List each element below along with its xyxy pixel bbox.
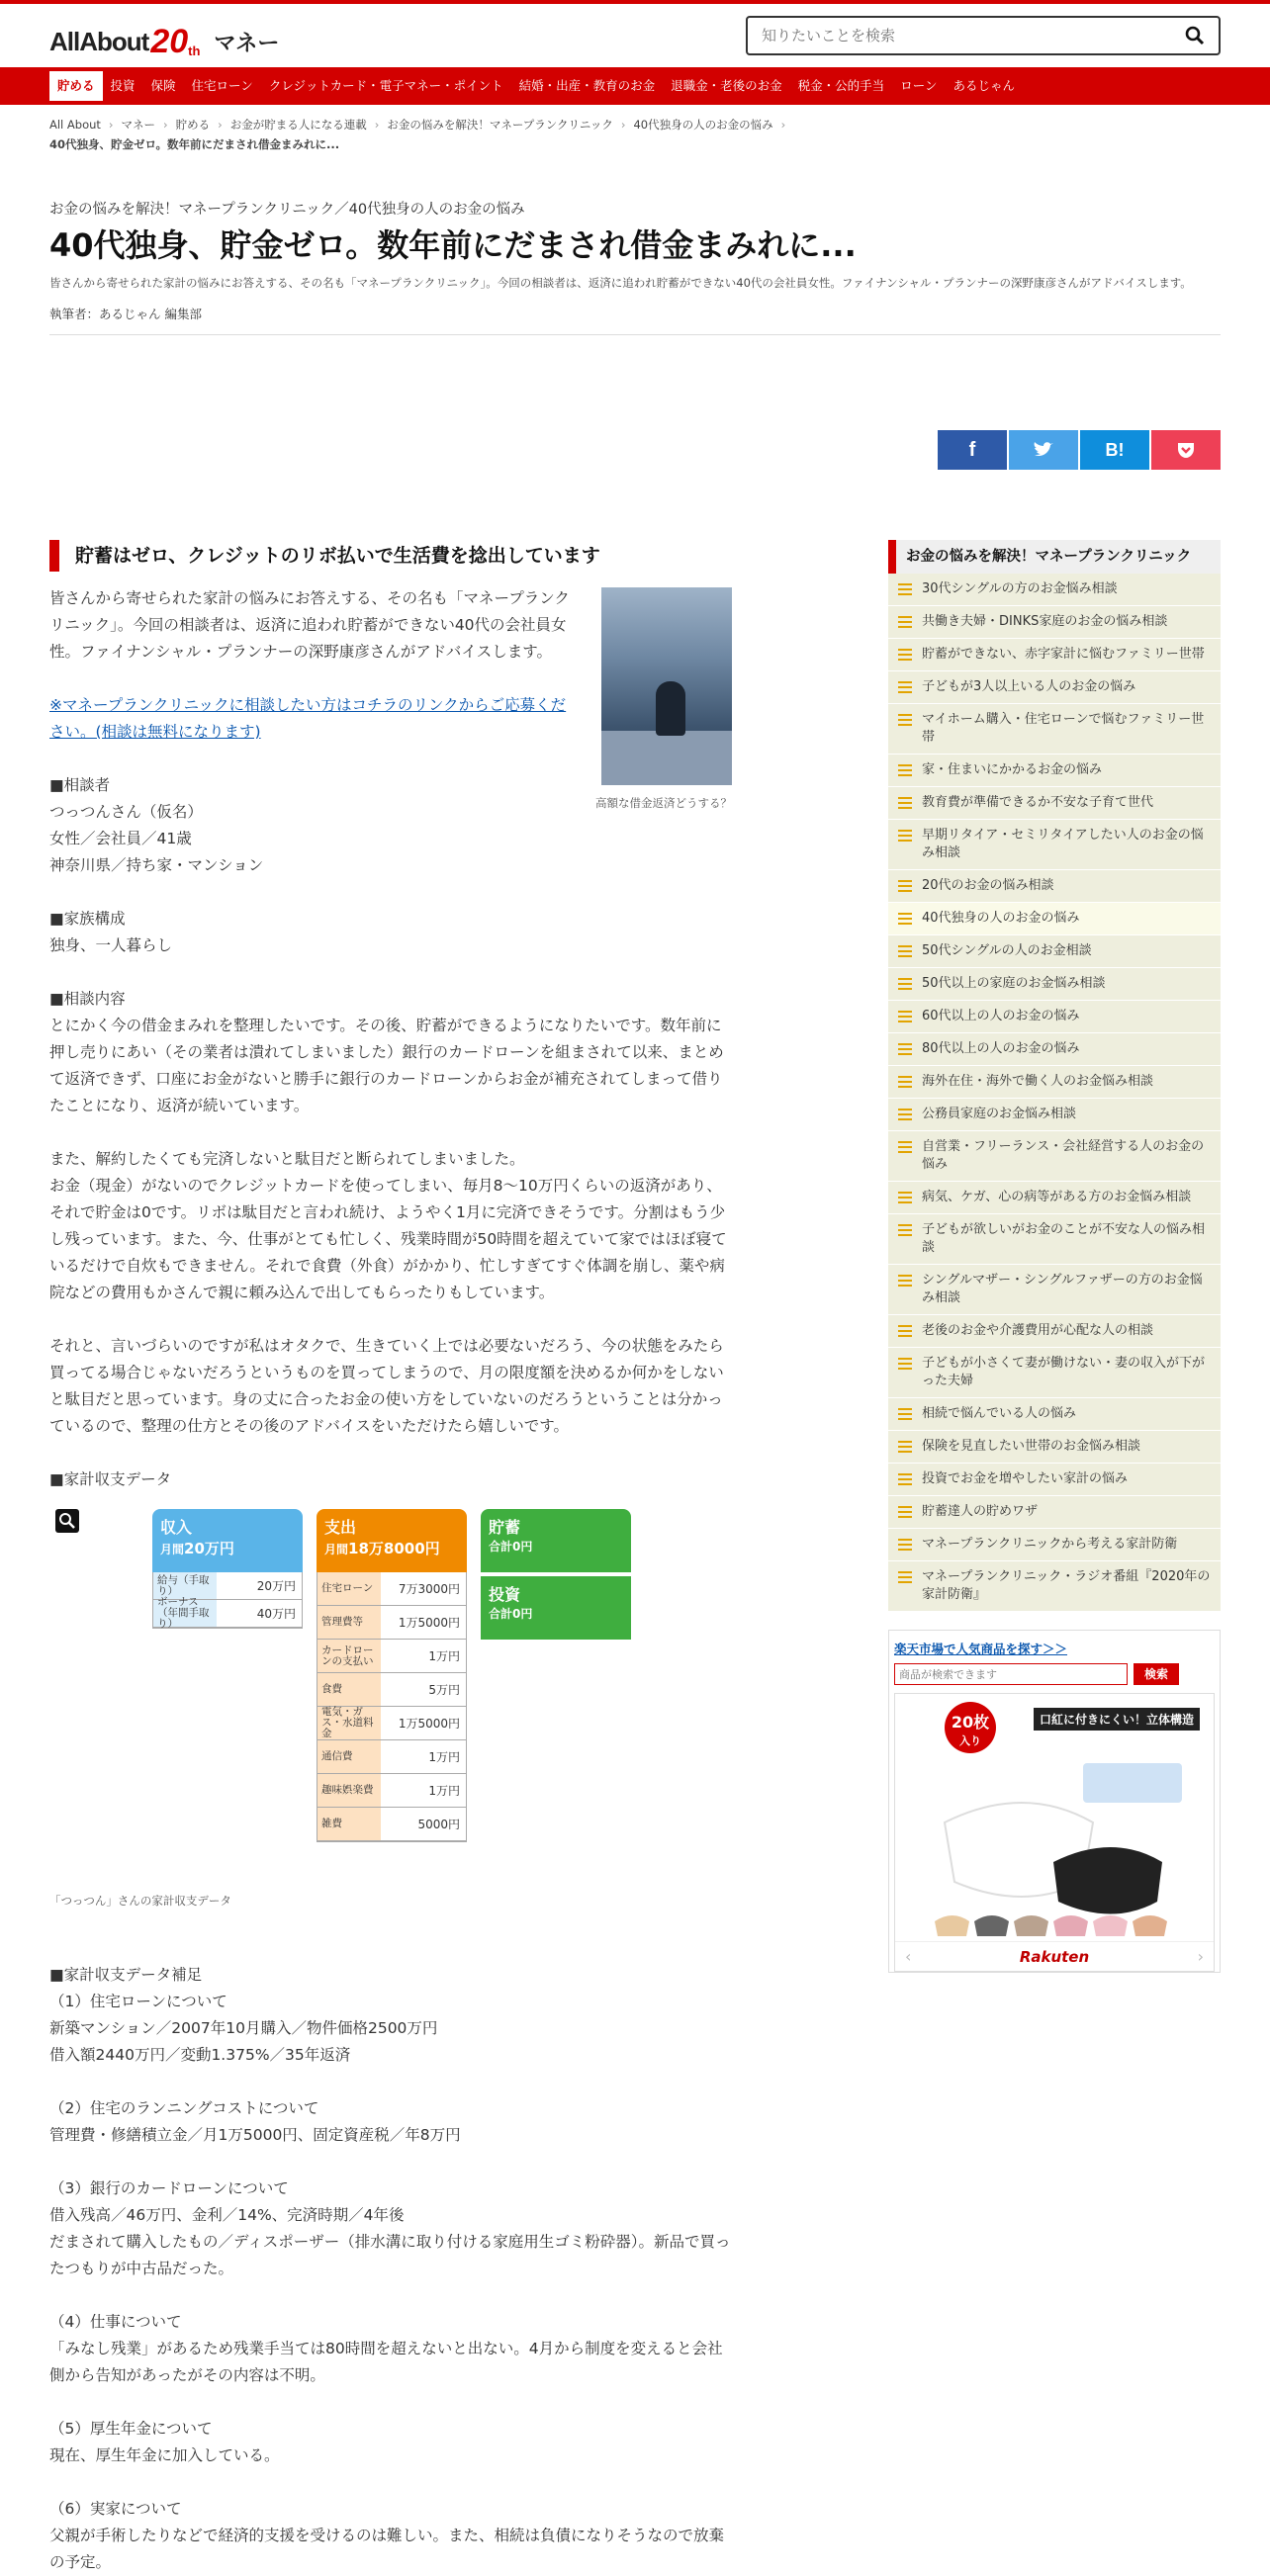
nav-item[interactable]: 保険	[150, 78, 176, 93]
site-search	[746, 16, 1221, 55]
list-bullet-icon	[898, 1506, 912, 1518]
article-photo-box	[584, 587, 732, 811]
sidebar-item-label: 共働き夫婦・DINKS家庭のお金の悩み相談	[922, 614, 1168, 629]
budget-row-value: 1万5000円	[381, 1606, 466, 1639]
sidebar-item-label: 病気、ケガ、心の病等がある方のお金悩み相談	[922, 1190, 1192, 1204]
budget-row	[318, 1774, 466, 1808]
sidebar	[888, 540, 1221, 1973]
global-nav	[0, 67, 1270, 105]
budget-row-value: 7万3000円	[381, 1572, 466, 1605]
sidebar-item-label: 30代シングルの方のお金悩み相談	[922, 581, 1118, 596]
budget-row-value: 1万円	[381, 1640, 466, 1672]
chevron-right-icon[interactable]: ›	[1197, 1947, 1204, 1966]
sidebar-item-label: マネープランクリニック・ラジオ番組『2020年の家計防衛』	[922, 1569, 1211, 1602]
consultant-detail: つっつんさん（仮名）	[49, 803, 203, 821]
site-logo[interactable]	[49, 22, 279, 61]
sidebar-list	[888, 574, 1221, 1612]
expense-title: 支出	[324, 1518, 357, 1537]
list-bullet-icon	[898, 1473, 912, 1485]
expense-column	[317, 1509, 467, 1842]
consultant-detail: 神奈川県／持ち家・マンション	[49, 856, 264, 874]
list-bullet-icon	[898, 1109, 912, 1120]
sidebar-item-label: 自営業・フリーランス・会社経営する人のお金の悩み	[922, 1139, 1205, 1172]
breadcrumb	[49, 105, 1221, 154]
sidebar-item-label: 50代以上の家庭のお金悩み相談	[922, 976, 1106, 991]
sidebar-item[interactable]	[888, 574, 1221, 606]
supplement-line: 借入残高／46万円、金利／14%、完済時期／4年後	[49, 2206, 405, 2224]
byline: 執筆者：あるじゃん 編集部	[49, 307, 202, 321]
list-bullet-icon	[898, 1441, 912, 1453]
rakuten-popular-link[interactable]: 楽天市場で人気商品を探す＞＞	[894, 1642, 1068, 1656]
search-input[interactable]	[748, 18, 1163, 53]
sidebar-item-label: 公務員家庭のお金悩み相談	[922, 1107, 1077, 1121]
breadcrumb-link[interactable]: マネー	[121, 118, 156, 132]
breadcrumb-separator: ›	[780, 118, 786, 132]
sidebar-item[interactable]	[888, 1348, 1221, 1398]
nav-item[interactable]: ローン	[900, 78, 938, 93]
ad-footer	[895, 1941, 1214, 1971]
list-bullet-icon	[898, 978, 912, 990]
savings-title: 貯蓄	[489, 1518, 521, 1537]
family-text: 独身、一人暮らし	[49, 936, 173, 954]
sidebar-item[interactable]	[888, 935, 1221, 968]
sidebar-item[interactable]	[888, 1398, 1221, 1431]
savings-column	[481, 1509, 631, 1640]
article-lead: 皆さんから寄せられた家計の悩みにお答えする、その名も「マネープランクリニック」。今回の相談者は、返済に追われ貯蓄ができない40代の会社員女性。ファイナンシャル・プランナーの深野康彦さんがアドバイスします。	[49, 276, 1192, 290]
list-bullet-icon	[898, 764, 912, 776]
sidebar-item-label: 40代独身の人のお金の悩み	[922, 911, 1080, 926]
sidebar-item[interactable]	[888, 1131, 1221, 1182]
sidebar-item[interactable]	[888, 755, 1221, 787]
sidebar-item[interactable]	[888, 1214, 1221, 1265]
supplement-line: 借入額2440万円／変動1.375%／35年返済	[49, 2046, 351, 2064]
list-bullet-icon	[898, 1011, 912, 1022]
sidebar-item[interactable]	[888, 1464, 1221, 1496]
budget-row	[318, 1640, 466, 1673]
sidebar-item-label: 保険を見直したい世帯のお金悩み相談	[922, 1439, 1141, 1454]
supplement-line: 新築マンション／2007年10月購入／物件価格2500万円	[49, 2019, 438, 2037]
budget-table	[49, 1509, 732, 1885]
sidebar-item-label: 60代以上の人のお金の悩み	[922, 1009, 1080, 1023]
section-name[interactable]: マネー	[214, 30, 280, 55]
sidebar-item[interactable]	[888, 787, 1221, 820]
consultant-detail: 女性／会社員／41歳	[49, 830, 192, 847]
invest-header	[481, 1576, 631, 1640]
sidebar-item-label: 貯蓄ができない、赤字家計に悩むファミリー世帯	[922, 647, 1205, 662]
pocket-icon	[1176, 441, 1196, 459]
budget-row-value: 20万円	[217, 1572, 302, 1599]
sidebar-item[interactable]	[888, 1099, 1221, 1131]
facebook-share-button[interactable]	[938, 430, 1007, 470]
supplement-line: 「みなし残業」があるため残業手当ては80時間を超えないと出ない。4月から制度を変えると会社側から告知があったがその内容は不明。	[49, 2340, 723, 2384]
nav-item[interactable]: 結婚・出産・教育のお金	[518, 78, 656, 93]
sidebar-item-label: 貯蓄達人の貯めワザ	[922, 1504, 1039, 1519]
sidebar-item[interactable]	[888, 639, 1221, 671]
sidebar-item[interactable]	[888, 1182, 1221, 1214]
rakuten-search-button[interactable]: 検索	[1134, 1663, 1179, 1685]
sidebar-item-label: 子どもが小さくて妻が働けない・妻の収入が下がった夫婦	[922, 1356, 1206, 1388]
sidebar-item-label: 80代以上の人のお金の悩み	[922, 1041, 1080, 1056]
breadcrumb-link[interactable]: 40代独身の人のお金の悩み	[633, 118, 773, 132]
budget-row-value: 1万円	[381, 1774, 466, 1807]
budget-row-label: 住宅ローン	[321, 1582, 374, 1594]
logo-th-mark: th	[188, 43, 201, 58]
list-bullet-icon	[898, 1408, 912, 1420]
breadcrumb-separator: ›	[218, 118, 223, 132]
hatena-icon: B!	[1105, 439, 1125, 460]
sidebar-item-label: 老後のお金や介護費用が心配な人の相談	[922, 1323, 1154, 1338]
logo-20-mark: 20	[150, 22, 189, 60]
sidebar-item[interactable]	[888, 1265, 1221, 1315]
photo-caption: 高額な借金返済どうする？	[595, 796, 732, 810]
invest-title: 投資	[489, 1585, 521, 1604]
breadcrumb-link[interactable]: 貯める	[175, 118, 211, 132]
list-bullet-icon	[898, 1275, 912, 1287]
budget-row	[318, 1606, 466, 1640]
sidebar-item-label: マネープランクリニックから考える家計防衛	[922, 1537, 1178, 1552]
list-bullet-icon	[898, 1358, 912, 1370]
breadcrumb-link[interactable]: All About	[49, 118, 101, 132]
supplement-line: 管理費・修繕積立金／月1万5000円、固定資産税／年8万円	[49, 2126, 461, 2144]
list-bullet-icon	[898, 1224, 912, 1236]
sidebar-item-label: 相続で悩んでいる人の悩み	[922, 1406, 1077, 1421]
sidebar-item-label: 教育費が準備できるか不安な子育て世代	[922, 795, 1154, 810]
nav-item[interactable]: 税金・公的手当	[797, 78, 885, 93]
supplement-line: 現在、厚生年金に加入している。	[49, 2446, 280, 2464]
list-bullet-icon	[898, 681, 912, 693]
sidebar-item-label: 子どもが欲しいがお金のことが不安な人の悩み相談	[922, 1222, 1206, 1255]
invest-total: 合計0円	[489, 1607, 533, 1621]
budget-row-label: 雑費	[321, 1818, 342, 1829]
expense-header	[317, 1509, 467, 1572]
list-bullet-icon	[898, 714, 912, 726]
budget-row-label: 食費	[321, 1683, 342, 1695]
sidebar-item[interactable]	[888, 1315, 1221, 1348]
pocket-save-button[interactable]	[1151, 430, 1221, 470]
sidebar-item[interactable]	[888, 820, 1221, 870]
budget-row-value: 40万円	[217, 1600, 302, 1627]
supplement-subheading: （1）住宅ローンについて	[49, 1993, 227, 2010]
rakuten-ad[interactable]	[894, 1693, 1215, 1972]
sidebar-item[interactable]	[888, 870, 1221, 903]
sidebar-item[interactable]	[888, 704, 1221, 755]
sidebar-item[interactable]	[888, 1431, 1221, 1464]
page-wrapper	[49, 105, 1221, 2571]
budget-row-label: 給与（手取り）	[157, 1573, 210, 1597]
twitter-share-button[interactable]	[1009, 430, 1078, 470]
supplement-subheading: （3）銀行のカードローンについて	[49, 2179, 289, 2197]
hatena-bookmark-button[interactable]	[1080, 430, 1149, 470]
budget-row-label: カードローンの支払い	[321, 1643, 374, 1667]
page-title: 40代独身、貯金ゼロ。数年前にだまされ借金まみれに...	[49, 226, 857, 264]
supplement-subheading: （6）実家について	[49, 2500, 182, 2518]
article-body	[49, 540, 732, 2576]
list-bullet-icon	[898, 616, 912, 628]
sidebar-item[interactable]	[888, 1066, 1221, 1099]
article-photo	[601, 587, 732, 785]
budget-row	[318, 1707, 466, 1740]
list-bullet-icon	[898, 583, 912, 595]
list-bullet-icon	[898, 1325, 912, 1337]
budget-row-label: ボーナス（年間手取り）	[157, 1596, 210, 1630]
article-series: お金の悩みを解決！マネープランクリニック／40代独身の人のお金の悩み	[49, 202, 525, 218]
budget-row-value: 1万5000円	[381, 1707, 466, 1739]
supplement-subheading: （2）住宅のランニングコストについて	[49, 2099, 319, 2117]
expense-total: 18万8000円	[348, 1540, 440, 1557]
supplement-line: 父親が手術したりなどで経済的支援を受けるのは難しい。また、相続は負債になりそうなので放棄の予定。	[49, 2527, 725, 2571]
twitter-icon	[1033, 441, 1054, 459]
search-icon[interactable]	[1185, 26, 1205, 45]
supplement-heading: ■家計収支データ補足	[49, 1966, 203, 1984]
list-bullet-icon	[898, 1571, 912, 1583]
consultation-paragraph-1: とにかく今の借金まみれを整理したいです。その後、貯蓄ができるようになりたいです。数年前に押し売りにあい（その業者は潰れてしまいました）銀行のカードローンを組まされて以来、まとめて返済できず、口座にお金がないと勝手に銀行のカードローンからお金が補充されてしまって借りたことになり、返済が続いています。	[49, 1017, 724, 1114]
facebook-icon: f	[968, 438, 976, 461]
sidebar-item[interactable]	[888, 1001, 1221, 1033]
budget-row-value: 1万円	[381, 1740, 466, 1773]
logo-text: AllAbout	[49, 26, 149, 56]
savings-total: 合計0円	[489, 1540, 533, 1554]
consultation-apply-link[interactable]: ※マネープランクリニックに相談したい方はコチラのリンクからご応募ください。(相談は無料になります)	[49, 696, 567, 741]
savings-header	[481, 1509, 631, 1572]
budget-row-value: 5000円	[381, 1808, 466, 1840]
sidebar-item[interactable]	[888, 903, 1221, 935]
budget-row-label: 管理費等	[321, 1616, 363, 1628]
consultation-heading: ■相談内容	[49, 990, 126, 1008]
budget-row	[318, 1572, 466, 1606]
supplement-subheading: （4）仕事について	[49, 2313, 182, 2331]
rakuten-logo: Rakuten	[1019, 1947, 1090, 1966]
intro-paragraph: 皆さんから寄せられた家計の悩みにお答えする、その名も「マネープランクリニック」。今回の相談者は、返済に追われ貯蓄ができない40代の会社員女性。ファイナンシャル・プランナーの深野康彦さんがアドバイスします。	[49, 589, 570, 661]
nav-item[interactable]: 退職金・老後のお金	[671, 78, 782, 93]
list-bullet-icon	[898, 1043, 912, 1055]
sidebar-item-label: 20代のお金の悩み相談	[922, 878, 1054, 893]
breadcrumb-link[interactable]: お金の悩みを解決！マネープランクリニック	[387, 118, 613, 132]
sidebar-item-label: マイホーム購入・住宅ローンで悩むファミリー世帯	[922, 712, 1205, 745]
income-sub-label: 月間	[160, 1543, 185, 1556]
list-bullet-icon	[898, 880, 912, 892]
list-bullet-icon	[898, 1076, 912, 1088]
list-bullet-icon	[898, 1141, 912, 1153]
list-bullet-icon	[898, 913, 912, 925]
mask-product-image	[915, 1753, 1202, 1941]
budget-row-label: 電気・ガス・水道料金	[321, 1706, 374, 1739]
list-bullet-icon	[898, 945, 912, 957]
sidebar-item-label: シングルマザー・シングルファザーの方のお金悩み相談	[922, 1273, 1203, 1305]
expense-sub-label: 月間	[324, 1543, 349, 1556]
list-bullet-icon	[898, 797, 912, 809]
list-bullet-icon	[898, 1192, 912, 1203]
sidebar-item[interactable]	[888, 606, 1221, 639]
sidebar-item[interactable]	[888, 1561, 1221, 1612]
site-header	[49, 4, 1221, 67]
breadcrumb-current: 40代独身、貯金ゼロ。数年前にだまされ借金まみれに...	[49, 137, 340, 151]
list-bullet-icon	[898, 649, 912, 661]
budget-caption: 「つっつん」さんの家計収支データ	[49, 1894, 231, 1908]
breadcrumb-separator: ›	[163, 118, 168, 132]
budget-row	[318, 1740, 466, 1774]
ad-count-badge: 20枚 入り	[945, 1702, 996, 1753]
budget-row-label: 通信費	[321, 1750, 353, 1762]
breadcrumb-separator: ›	[108, 118, 114, 132]
breadcrumb-separator: ›	[620, 118, 626, 132]
income-header	[152, 1509, 303, 1572]
section-heading: 貯蓄はゼロ、クレジットのリボ払いで生活費を捻出しています	[49, 540, 732, 572]
consultation-paragraph-3: それと、言いづらいのですが私はオタクで、生きていく上では必要ないだろう、今の状態をみたら買ってる場合じゃないだろうというものを買ってしまうので、月の限度額を決めるか何かをしないと駄目だと思っています。身の丈に合ったお金の使い方をしていないのだろうということは分かっているので、整理の仕方とその後のアドバイスをいただけたら嬉しいです。	[49, 1337, 724, 1435]
sidebar-item[interactable]	[888, 968, 1221, 1001]
nav-item[interactable]: 貯める	[49, 71, 103, 101]
sidebar-item-label: 50代シングルの人のお金相談	[922, 943, 1092, 958]
list-bullet-icon	[898, 830, 912, 842]
sidebar-item[interactable]	[888, 1496, 1221, 1529]
income-total: 20万円	[184, 1540, 234, 1557]
nav-item[interactable]: あるじゃん	[952, 78, 1015, 93]
list-bullet-icon	[898, 1539, 912, 1551]
sidebar-item[interactable]	[888, 1529, 1221, 1561]
header-divider	[49, 334, 1221, 335]
supplement-line: だまされて購入したもの／ディスポーザー（排水溝に取り付ける家庭用生ゴミ粉砕器）。新品で買ったつもりが中古品だった。	[49, 2233, 731, 2277]
zoom-icon[interactable]	[55, 1509, 79, 1533]
share-buttons	[938, 430, 1221, 470]
rakuten-search-input[interactable]	[894, 1663, 1128, 1685]
income-title: 収入	[160, 1518, 193, 1537]
consultation-paragraph-2: また、解約したくても完済しないと駄目だと断られてしまいました。 お金（現金）がないのでクレジットカードを使ってしまい、毎月8～10万円くらいの返済があり、それで貯金は0です。リボは駄目だと言われ続け、ようやく1月に完済できそうです。分割はもう少し残っています。また、今、仕事がとても忙しく、残業時間が50時間を超えていて家ではほぼ寝ているだけで自炊もできません。それで食費（外食）がかかり、忙しすぎてすぐ体調を崩し、薬や病院などの費用もかさんで親に頼み込んで出してもらったりもしています。	[49, 1150, 727, 1301]
sidebar-item-label: 海外在住・海外で働く人のお金悩み相談	[922, 1074, 1154, 1089]
ad-banner-text: 口紅に付きにくい！立体構造	[1034, 1708, 1200, 1731]
budget-row	[153, 1596, 302, 1630]
income-column	[152, 1509, 303, 1629]
sidebar-item-label: 子どもが3人以上いる人のお金の悩み	[922, 679, 1136, 694]
family-heading: ■家族構成	[49, 910, 126, 928]
consultant-heading: ■相談者	[49, 776, 111, 794]
sidebar-item-label: 早期リタイア・セミリタイアしたい人のお金の悩み相談	[922, 828, 1204, 860]
sidebar-item-label: 家・住まいにかかるお金の悩み	[922, 762, 1103, 777]
breadcrumb-link[interactable]: お金が貯まる人になる連載	[229, 118, 367, 132]
chevron-left-icon[interactable]: ‹	[905, 1947, 912, 1966]
sidebar-item-label: 投資でお金を増やしたい家計の悩み	[922, 1471, 1129, 1486]
budget-row-value: 5万円	[381, 1673, 466, 1706]
budget-row	[318, 1808, 466, 1841]
sidebar-item[interactable]	[888, 671, 1221, 704]
budget-row-label: 趣味娯楽費	[321, 1784, 374, 1796]
budget-row	[318, 1673, 466, 1707]
sidebar-title: お金の悩みを解決！マネープランクリニック	[888, 540, 1221, 574]
breadcrumb-separator: ›	[374, 118, 380, 132]
supplement-subheading: （5）厚生年金について	[49, 2420, 213, 2438]
nav-item[interactable]: 住宅ローン	[191, 78, 253, 93]
nav-item[interactable]: クレジットカード・電子マネー・ポイント	[268, 78, 503, 93]
rakuten-widget	[888, 1630, 1221, 1973]
budget-heading: ■家計収支データ	[49, 1470, 172, 1488]
sidebar-item[interactable]	[888, 1033, 1221, 1066]
nav-item[interactable]: 投資	[110, 78, 136, 93]
